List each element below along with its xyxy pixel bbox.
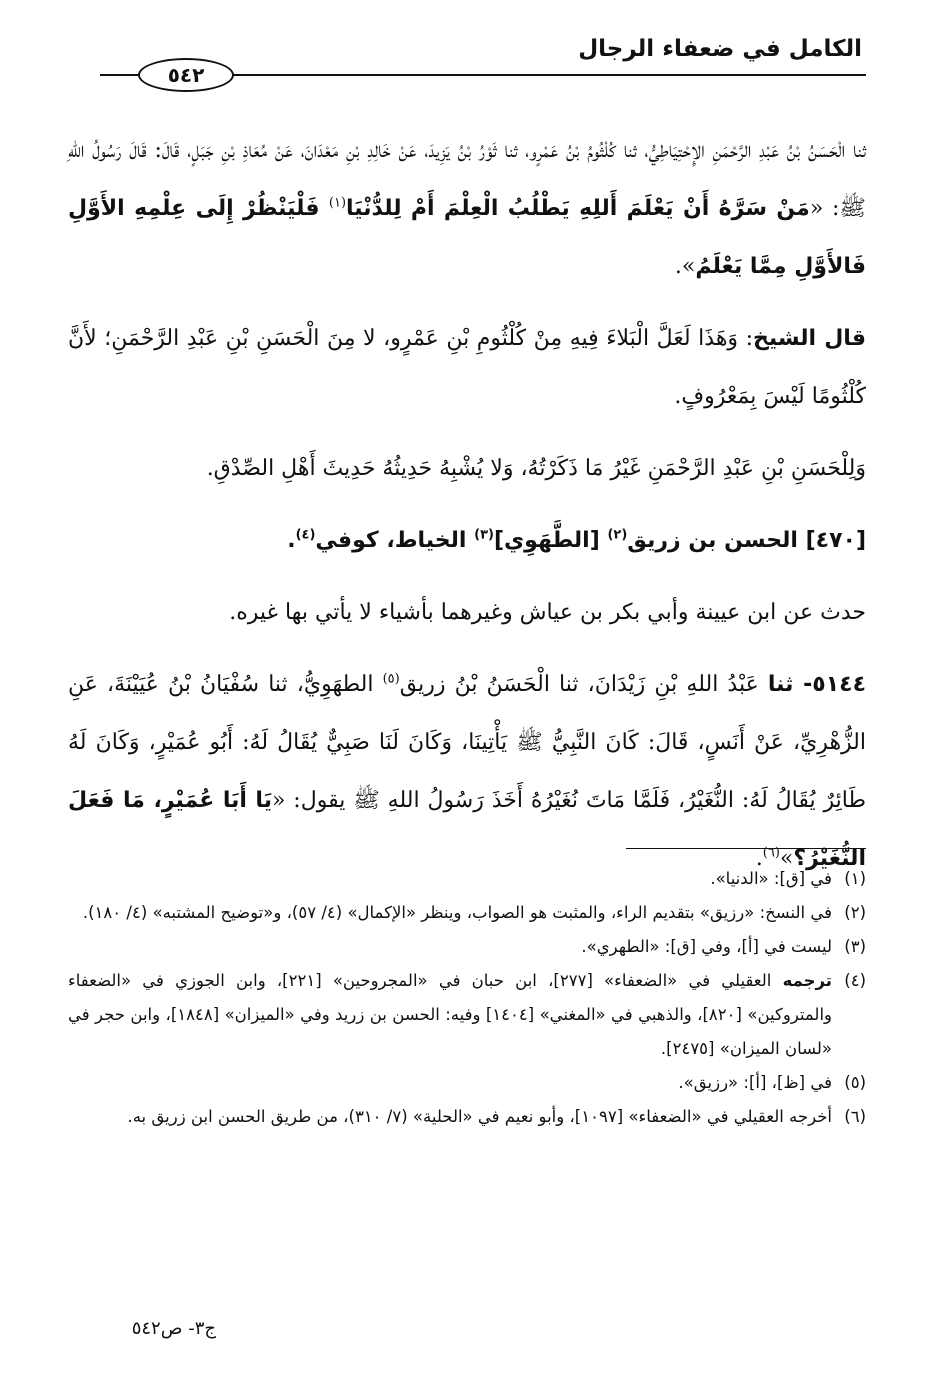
main-text [68, 122, 866, 902]
footnote-item: (٤) ترجمه العقيلي في «الضعفاء» [٢٧٧]، ابن حبان في «المجروحين» [٢٢١]، وابن الجوزي في «الضعفاء والمتروكين» [٨٢٠]، والذهبي في «المغني» [١٤٠٤] وفيه: الحسن بن زريد وفي «الميزان» [١٨٤٨]، وابن حجر في «لسان الميزان» [٢٤٧٥]. [68, 971, 866, 1058]
footnote-separator [626, 848, 866, 849]
footnote-ref-5[interactable]: (٥) [382, 671, 400, 687]
footnote-ref-6[interactable]: (٦) [762, 845, 780, 861]
footnote-ref-2[interactable]: (٢) [607, 527, 628, 543]
hadith-paragraph-1: ثنا الْحَسَنُ بْنُ عَبْدِ الرَّحْمَنِ الإِحْتِيَاطِيُّ، ثنا كُلْثُومُ بْنُ عَمْرٍو، ثنا ثَوْرُ بْنُ يَزِيدَ، عَنْ خَالِدِ بْنِ مَعْدَانَ، عَنْ مُعَاذِ بْنِ جَبَلٍ، قَالَ: قَالَ رَسُولُ اللهِ ﷺ: «مَنْ سَرَّهُ أَنْ يَعْلَمَ أَللِهِ يَطْلُبُ الْعِلْمَ أَمْ لِلدُّنْيَا$^{(١)}$ فَلْيَنْظُرْ إِلَى عِلْمِهِ الأَوَّلِ فَالأَوَّلِ مِمَّا يَعْلَمُ». [68, 138, 866, 279]
footnote-item: (٢) في النسخ: «رزيق» بتقديم الراء، والمثبت هو الصواب، وينظر «الإكمال» (٤/ ٥٧)، و«توضيح المشتبه» (٤/ ١٨٠). [82, 903, 866, 922]
footnote-item: (٥) في [ظ]، [أ]: «رزيق». [678, 1073, 866, 1092]
hadith-number: ٥١٤٤- ثنا [767, 672, 866, 697]
book-title: الكامل في ضعفاء الرجال [578, 36, 862, 62]
running-header [100, 30, 866, 87]
page-number-badge: ٥٤٢ [138, 58, 234, 92]
narrator-description-paragraph: حدث عن ابن عيينة وأبي بكر بن عياش وغيرهما بأشياء لا يأتي بها غيره. [229, 600, 866, 625]
sheikh-comment-paragraph: قال الشيخ: وَهَذَا لَعَلَّ الْبَلاءَ فِيهِ مِنْ كُلْثُومِ بْنِ عَمْرٍو، لا مِنَ الْحَسَنِ بْنِ عَبْدِ الرَّحْمَنِ؛ لأَنَّ كُلْثُومًا لَيْسَ بِمَعْرُوفٍ. [68, 326, 866, 409]
footnote-ref-4[interactable]: (٤) [295, 527, 316, 543]
footnote-item: (٦) أخرجه العقيلي في «الضعفاء» [١٠٩٧]، وأبو نعيم في «الحلية» (٧/ ٣١٠)، من طريق الحسن ابن زريق به. [127, 1107, 866, 1126]
hadith-paragraph-5144: ٥١٤٤- ثنا عَبْدُ اللهِ بْنِ زَيْدَانَ، ثنا الْحَسَنُ بْنُ زريق$^{(٥)}$ الطهَوِيُّ، ثنا سُفْيَانُ بْنُ عُيَيْنَةَ، عَنِ الزُّهْرِيِّ، عَنْ أَنَسٍ، قَالَ: كَانَ النَّبِيُّ ﷺ يَأْتِينَا، وَكَانَ لَنَا صَبِيٌّ يُقَالُ لَهُ: أَبُو عُمَيْرٍ، وَكَانَ لَهُ طَائِرٌ يُقَالُ لَهُ: النُّغَيْرُ، فَلَمَّا مَاتَ نُغَيْرُهُ أَخَذَ رَسُولُ اللهِ ﷺ يقول: «يَا أَبَا عُمَيْرٍ، مَا فَعَلَ النُّغَيْرُ؟»$^{(٦)}$. [68, 671, 866, 871]
footnote-ref-3[interactable]: (٣) [474, 527, 494, 543]
volume-page-footer: ج٣- ص٥٤٢ [131, 1318, 216, 1339]
footnote-item: (١) في [ق]: «الدنيا». [710, 869, 866, 888]
footnote-ref-1[interactable]: (١) [328, 195, 347, 211]
entry-heading: [٤٧٠] الحسن بن زريق$^{(٢)}$ [الطَّهَوِي]$^{(٣)}$ الخياط، كوفي$^{(٤)}$. [287, 527, 866, 553]
narrator-note-paragraph: وَلِلْحَسَنِ بْنِ عَبْدِ الرَّحْمَنِ غَيْرُ مَا ذَكَرْتُهُ، وَلا يُشْبِهُ حَدِيثُهُ حَدِيثَ أَهْلِ الصِّدْقِ. [206, 456, 866, 481]
footnotes [68, 862, 866, 1134]
footnote-item: (٣) ليست في [أ]، وفي [ق]: «الطهري». [581, 937, 866, 956]
sheikh-label: قال الشيخ [753, 326, 866, 351]
